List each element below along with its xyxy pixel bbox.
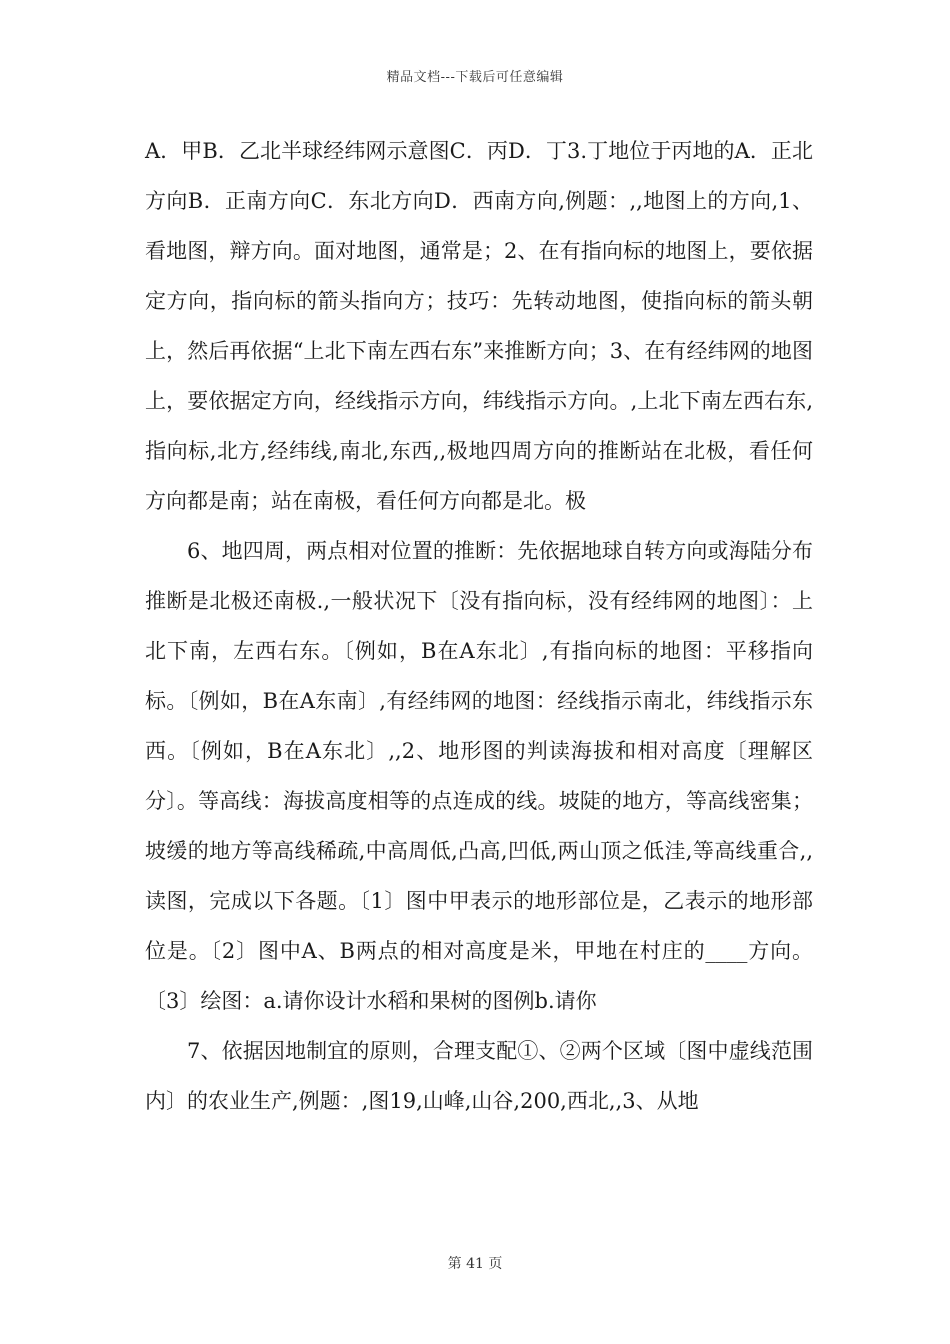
paragraph-3: 7、依据因地制宜的原则，合理支配①、②两个区域〔图中虚线范围内〕的农业生产,例题：,图19,山峰,山谷,200,西北,,3、从地 [145,1039,813,1113]
paragraph-2: 6、地四周，两点相对位置的推断：先依据地球自转方向或海陆分布推断是北极还南极.,一般状况下〔没有指向标，没有经纬网的地图〕：上北下南，左西右东。〔例如，B在A东北〕,有指向标的地图：平移指向标。〔例如，B在A东南〕,有经纬网的地图：经线指示南北，纬线指示东西。〔例如，B在A东北〕,,2、地形图的判读海拔和相对高度〔理解区分〕。等高线：海拔高度相等的点连成的线。坡陡的地方，等高线密集；坡缓的地方等高线稀疏,中高周低,凸高,凹低,两山顶之低洼,等高线重合,,读图，完成以下各题。〔1〕图中甲表示的地形部位是，乙表示的地形部位是。〔2〕图中A、B两点的相对高度是米，甲地在村庄的____方向。〔3〕绘图：a.请你设计水稻和果树的图例b.请你 [145,539,813,1013]
paragraph-1: A．甲B．乙北半球经纬网示意图C．丙D．丁3.丁地位于丙地的A．正北方向B．正南方向C．东北方向D．西南方向,例题：,,地图上的方向,1、看地图，辩方向。面对地图，通常是；2、在有指向标的地图上，要依据定方向，指向标的箭头指向方；技巧：先转动地图，使指向标的箭头朝上，然后再依据“上北下南左西右东”来推断方向；3、在有经纬网的地图上，要依据定方向，经线指示方向，纬线指示方向。,上北下南左西右东,指向标,北方,经纬线,南北,东西,,极地四周方向的推断站在北极，看任何方向都是南；站在南极，看任何方向都是北。极 [145,139,813,513]
page-header: 精品文档---下载后可任意编辑 [386,70,564,85]
page-number: 第 41 页 [447,1256,503,1272]
document-body [145,126,813,1126]
